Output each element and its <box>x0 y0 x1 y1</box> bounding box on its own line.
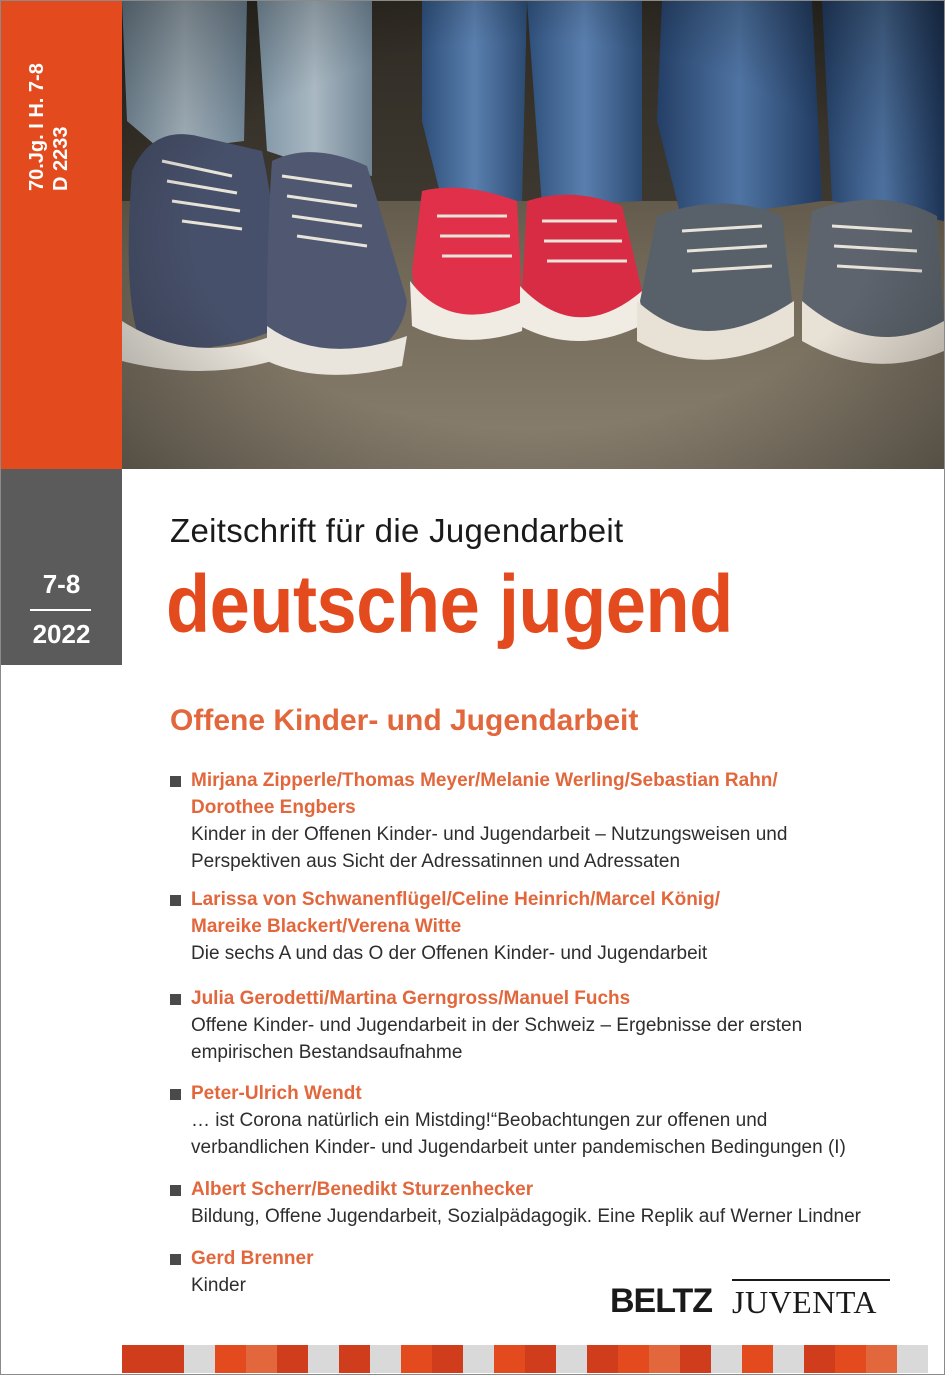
sidebar-volume-panel <box>1 1 122 469</box>
strip-block <box>897 1345 928 1373</box>
article-title: verbandlichen Kinder- und Jugendarbeit unter pandemischen Bedingungen (I) <box>191 1137 846 1158</box>
strip-block <box>649 1345 680 1373</box>
article-authors: Peter-Ulrich Wendt <box>191 1083 362 1104</box>
article-title: empirischen Bestandsaufnahme <box>191 1042 463 1063</box>
journal-subtitle: Zeitschrift für die Jugendarbeit <box>170 512 624 549</box>
article-authors: Gerd Brenner <box>191 1248 314 1269</box>
strip-block <box>122 1345 153 1373</box>
strip-block <box>556 1345 587 1373</box>
strip-block <box>277 1345 308 1373</box>
color-strip <box>122 1345 928 1373</box>
article-authors: Mareike Blackert/Verena Witte <box>191 916 462 937</box>
bullet-square-icon <box>170 776 181 787</box>
issue-theme: Offene Kinder- und Jugendarbeit <box>170 704 639 737</box>
article-title: Bildung, Offene Jugendarbeit, Sozialpädagogik. Eine Replik auf Werner Lindner <box>191 1206 862 1227</box>
strip-block <box>308 1345 339 1373</box>
issue-panel <box>1 469 122 665</box>
sidebar-volume-text <box>25 63 73 191</box>
strip-block <box>525 1345 556 1373</box>
bullet-square-icon <box>170 1089 181 1100</box>
article-authors: Larissa von Schwanenflügel/Celine Heinrich/Marcel König/ <box>191 889 720 910</box>
strip-block <box>587 1345 618 1373</box>
journal-title: deutsche jugend <box>166 559 733 650</box>
article-title: Die sechs A und das O der Offenen Kinder- und Jugendarbeit <box>191 943 708 964</box>
cover-photo-sneakers <box>122 1 944 469</box>
article-item <box>170 886 890 967</box>
bullet-square-icon <box>170 1254 181 1265</box>
bullet-square-icon <box>170 994 181 1005</box>
article-title: Offene Kinder- und Jugendarbeit in der Schweiz – Ergebnisse der ersten <box>191 1015 803 1036</box>
article-item <box>170 1080 890 1161</box>
strip-block <box>835 1345 866 1373</box>
strip-block <box>246 1345 277 1373</box>
strip-block <box>339 1345 370 1373</box>
publisher-rule <box>732 1279 890 1281</box>
publisher-beltz: BELTZ <box>610 1282 713 1320</box>
article-title: Kinder <box>191 1275 246 1296</box>
article-authors: Mirjana Zipperle/Thomas Meyer/Melanie Werling/Sebastian Rahn/ <box>191 770 778 791</box>
strip-block <box>618 1345 649 1373</box>
bullet-square-icon <box>170 1185 181 1196</box>
article-authors: Julia Gerodetti/Martina Gerngross/Manuel Fuchs <box>191 988 631 1009</box>
strip-block <box>866 1345 897 1373</box>
strip-block <box>711 1345 742 1373</box>
strip-block <box>773 1345 804 1373</box>
sidebar-volume: 70.Jg. I H. 7-8 <box>26 63 48 191</box>
strip-block <box>680 1345 711 1373</box>
strip-block <box>432 1345 463 1373</box>
strip-block <box>494 1345 525 1373</box>
strip-block <box>742 1345 773 1373</box>
publisher-logo <box>610 1282 890 1318</box>
strip-block <box>463 1345 494 1373</box>
issue-divider <box>30 609 91 611</box>
strip-block <box>401 1345 432 1373</box>
strip-block <box>804 1345 835 1373</box>
sidebar-code: D 2233 <box>50 126 72 191</box>
article-authors: Albert Scherr/Benedikt Sturzenhecker <box>191 1179 534 1200</box>
article-authors: Dorothee Engbers <box>191 797 356 818</box>
article-title: Perspektiven aus Sicht der Adressatinnen und Adressaten <box>191 851 681 872</box>
publisher-juventa: JUVENTA <box>732 1284 877 1320</box>
article-title: … ist Corona natürlich ein Mistding!“Beobachtungen zur offenen und <box>191 1110 768 1131</box>
strip-block <box>184 1345 215 1373</box>
article-title: Kinder in der Offenen Kinder- und Jugendarbeit – Nutzungsweisen und <box>191 824 788 845</box>
article-item <box>170 767 890 875</box>
article-item <box>170 1176 890 1230</box>
strip-block <box>370 1345 401 1373</box>
strip-block <box>215 1345 246 1373</box>
issue-number: 7-8 <box>42 569 81 599</box>
issue-year: 2022 <box>32 619 91 649</box>
article-item <box>170 985 890 1066</box>
bullet-square-icon <box>170 895 181 906</box>
strip-block <box>153 1345 184 1373</box>
